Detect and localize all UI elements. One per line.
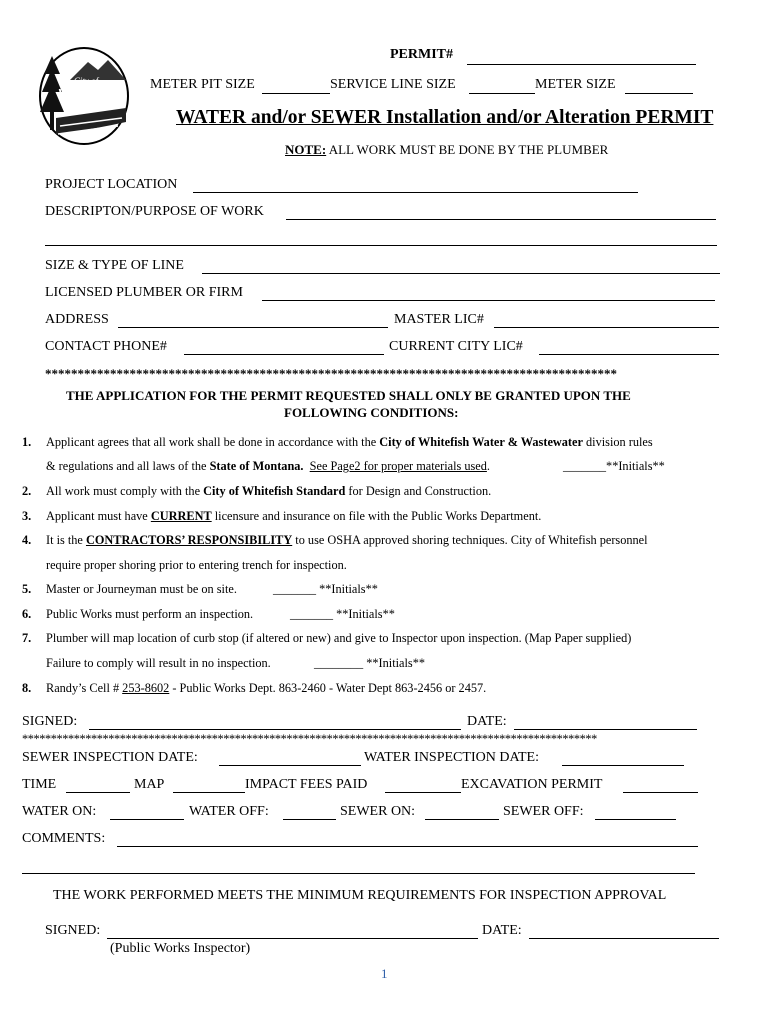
- logo-text-name: Whitefish: [58, 86, 118, 101]
- meter-pit-size-label: METER PIT SIZE: [150, 77, 255, 92]
- condition-1-line-1: Applicant agrees that all work shall be done in accordance with the City of Whitefish Water & Wastewater division rules: [46, 435, 653, 449]
- separator-stars: ****************************************************************************************: [45, 366, 617, 381]
- condition-8-text: Randy’s Cell # 253-8602 - Public Works Dept. 863-2460 - Water Dept 863-2456 or 2457.: [46, 681, 487, 695]
- comments-field-line-2[interactable]: [22, 873, 695, 874]
- condition-1-initials[interactable]: _______**Initials**: [563, 459, 665, 473]
- water-on-field[interactable]: [110, 819, 184, 820]
- sewer-inspection-date-label: SEWER INSPECTION DATE:: [22, 750, 198, 765]
- condition-7-initials[interactable]: ________ **Initials**: [314, 656, 426, 670]
- sewer-off-label: SEWER OFF:: [503, 804, 584, 819]
- comments-field[interactable]: [117, 846, 698, 847]
- sewer-off-field[interactable]: [595, 819, 676, 820]
- condition-4-number: 4.: [22, 533, 32, 547]
- date-field[interactable]: [514, 729, 697, 730]
- city-lic-field[interactable]: [539, 354, 719, 355]
- condition-5-text: Master or Journeyman must be on site.: [46, 582, 237, 596]
- description-label: DESCRIPTON/PURPOSE OF WORK: [45, 204, 264, 219]
- sewer-inspection-date-field[interactable]: [219, 765, 361, 766]
- project-location-label: PROJECT LOCATION: [45, 177, 178, 192]
- condition-6-number: 6.: [22, 607, 32, 621]
- condition-7-line-2: Failure to comply will result in no inspection.: [46, 656, 271, 670]
- city-of-whitefish-logo: [30, 44, 130, 152]
- sewer-on-label: SEWER ON:: [340, 804, 416, 819]
- address-field[interactable]: [118, 327, 388, 328]
- condition-2-number: 2.: [22, 484, 32, 498]
- sewer-on-field[interactable]: [425, 819, 499, 820]
- condition-1-line-2: & regulations and all laws of the State of Montana. See Page2 for proper materials used.: [46, 459, 490, 473]
- map-field[interactable]: [173, 792, 245, 793]
- city-lic-label: CURRENT CITY LIC#: [389, 339, 523, 354]
- service-line-size-field[interactable]: [469, 93, 535, 94]
- water-on-label: WATER ON:: [22, 804, 97, 819]
- logo-text-city-of: City of: [73, 76, 99, 86]
- water-off-field[interactable]: [283, 819, 336, 820]
- inspector-caption: (Public Works Inspector): [110, 941, 251, 956]
- condition-5-number: 5.: [22, 582, 32, 596]
- address-label: ADDRESS: [45, 312, 109, 327]
- condition-7-number: 7.: [22, 631, 32, 645]
- water-inspection-date-field[interactable]: [562, 765, 684, 766]
- excavation-permit-field[interactable]: [623, 792, 698, 793]
- note-text: ALL WORK MUST BE DONE BY THE PLUMBER: [328, 142, 609, 157]
- condition-5-initials[interactable]: _______ **Initials**: [273, 582, 378, 596]
- project-location-field[interactable]: [193, 192, 638, 193]
- condition-2-text: All work must comply with the City of Whitefish Standard for Design and Construction.: [46, 484, 492, 498]
- impact-fees-label: IMPACT FEES PAID: [245, 777, 368, 792]
- size-type-label: SIZE & TYPE OF LINE: [45, 258, 184, 273]
- condition-4-line-2: require proper shoring prior to entering trench for inspection.: [46, 558, 347, 572]
- comments-label: COMMENTS:: [22, 831, 106, 846]
- plumber-label: LICENSED PLUMBER OR FIRM: [45, 285, 243, 300]
- description-field-line-2[interactable]: [45, 245, 717, 246]
- inspector-date-field[interactable]: [529, 938, 719, 939]
- condition-3-number: 3.: [22, 509, 32, 523]
- size-type-field[interactable]: [202, 273, 720, 274]
- permit-number-field[interactable]: [467, 64, 696, 65]
- contact-phone-label: CONTACT PHONE#: [45, 339, 167, 354]
- condition-6-initials[interactable]: _______ **Initials**: [290, 607, 395, 621]
- page-title: WATER and/or SEWER Installation and/or Alteration PERMIT: [176, 107, 714, 128]
- condition-4-line-1: It is the CONTRACTORS’ RESPONSIBILITY to use OSHA approved shoring techniques. City of Whitefish personnel: [46, 533, 648, 547]
- note-label: NOTE:: [285, 142, 327, 157]
- excavation-permit-label: EXCAVATION PERMIT: [461, 777, 603, 792]
- master-lic-label: MASTER LIC#: [394, 312, 484, 327]
- description-field[interactable]: [286, 219, 716, 220]
- meter-pit-size-field[interactable]: [262, 93, 330, 94]
- signed-label: SIGNED:: [22, 714, 78, 729]
- time-field[interactable]: [66, 792, 130, 793]
- inspector-date-label: DATE:: [482, 923, 522, 938]
- permit-label: PERMIT#: [390, 47, 453, 62]
- inspector-signature-field[interactable]: [107, 938, 478, 939]
- water-off-label: WATER OFF:: [189, 804, 269, 819]
- meter-size-label: METER SIZE: [535, 77, 616, 92]
- contact-phone-field[interactable]: [184, 354, 384, 355]
- impact-fees-field[interactable]: [385, 792, 461, 793]
- inspector-signed-label: SIGNED:: [45, 923, 101, 938]
- approval-statement: THE WORK PERFORMED MEETS THE MINIMUM REQUIREMENTS FOR INSPECTION APPROVAL: [53, 888, 667, 903]
- page-number: 1: [381, 966, 388, 981]
- water-inspection-date-label: WATER INSPECTION DATE:: [364, 750, 539, 765]
- master-lic-field[interactable]: [494, 327, 719, 328]
- condition-8-number: 8.: [22, 681, 32, 695]
- date-label: DATE:: [467, 714, 507, 729]
- plumber-field[interactable]: [262, 300, 715, 301]
- condition-6-text: Public Works must perform an inspection.: [46, 607, 254, 621]
- condition-7-line-1: Plumber will map location of curb stop (if altered or new) and give to Inspector upon inspection. (Map Paper supplied): [46, 631, 632, 645]
- time-label: TIME: [22, 777, 57, 792]
- condition-1-number: 1.: [22, 435, 32, 449]
- signature-field[interactable]: [89, 729, 461, 730]
- condition-3-text: Applicant must have CURRENT licensure and insurance on file with the Public Works Department.: [46, 509, 542, 523]
- separator-stars-2: ****************************************************************************************************: [22, 732, 597, 746]
- conditions-heading-line-2: FOLLOWING CONDITIONS:: [284, 405, 459, 420]
- map-label: MAP: [134, 777, 165, 792]
- meter-size-field[interactable]: [625, 93, 693, 94]
- service-line-size-label: SERVICE LINE SIZE: [330, 77, 456, 92]
- conditions-heading-line-1: THE APPLICATION FOR THE PERMIT REQUESTED SHALL ONLY BE GRANTED UPON THE: [66, 388, 631, 403]
